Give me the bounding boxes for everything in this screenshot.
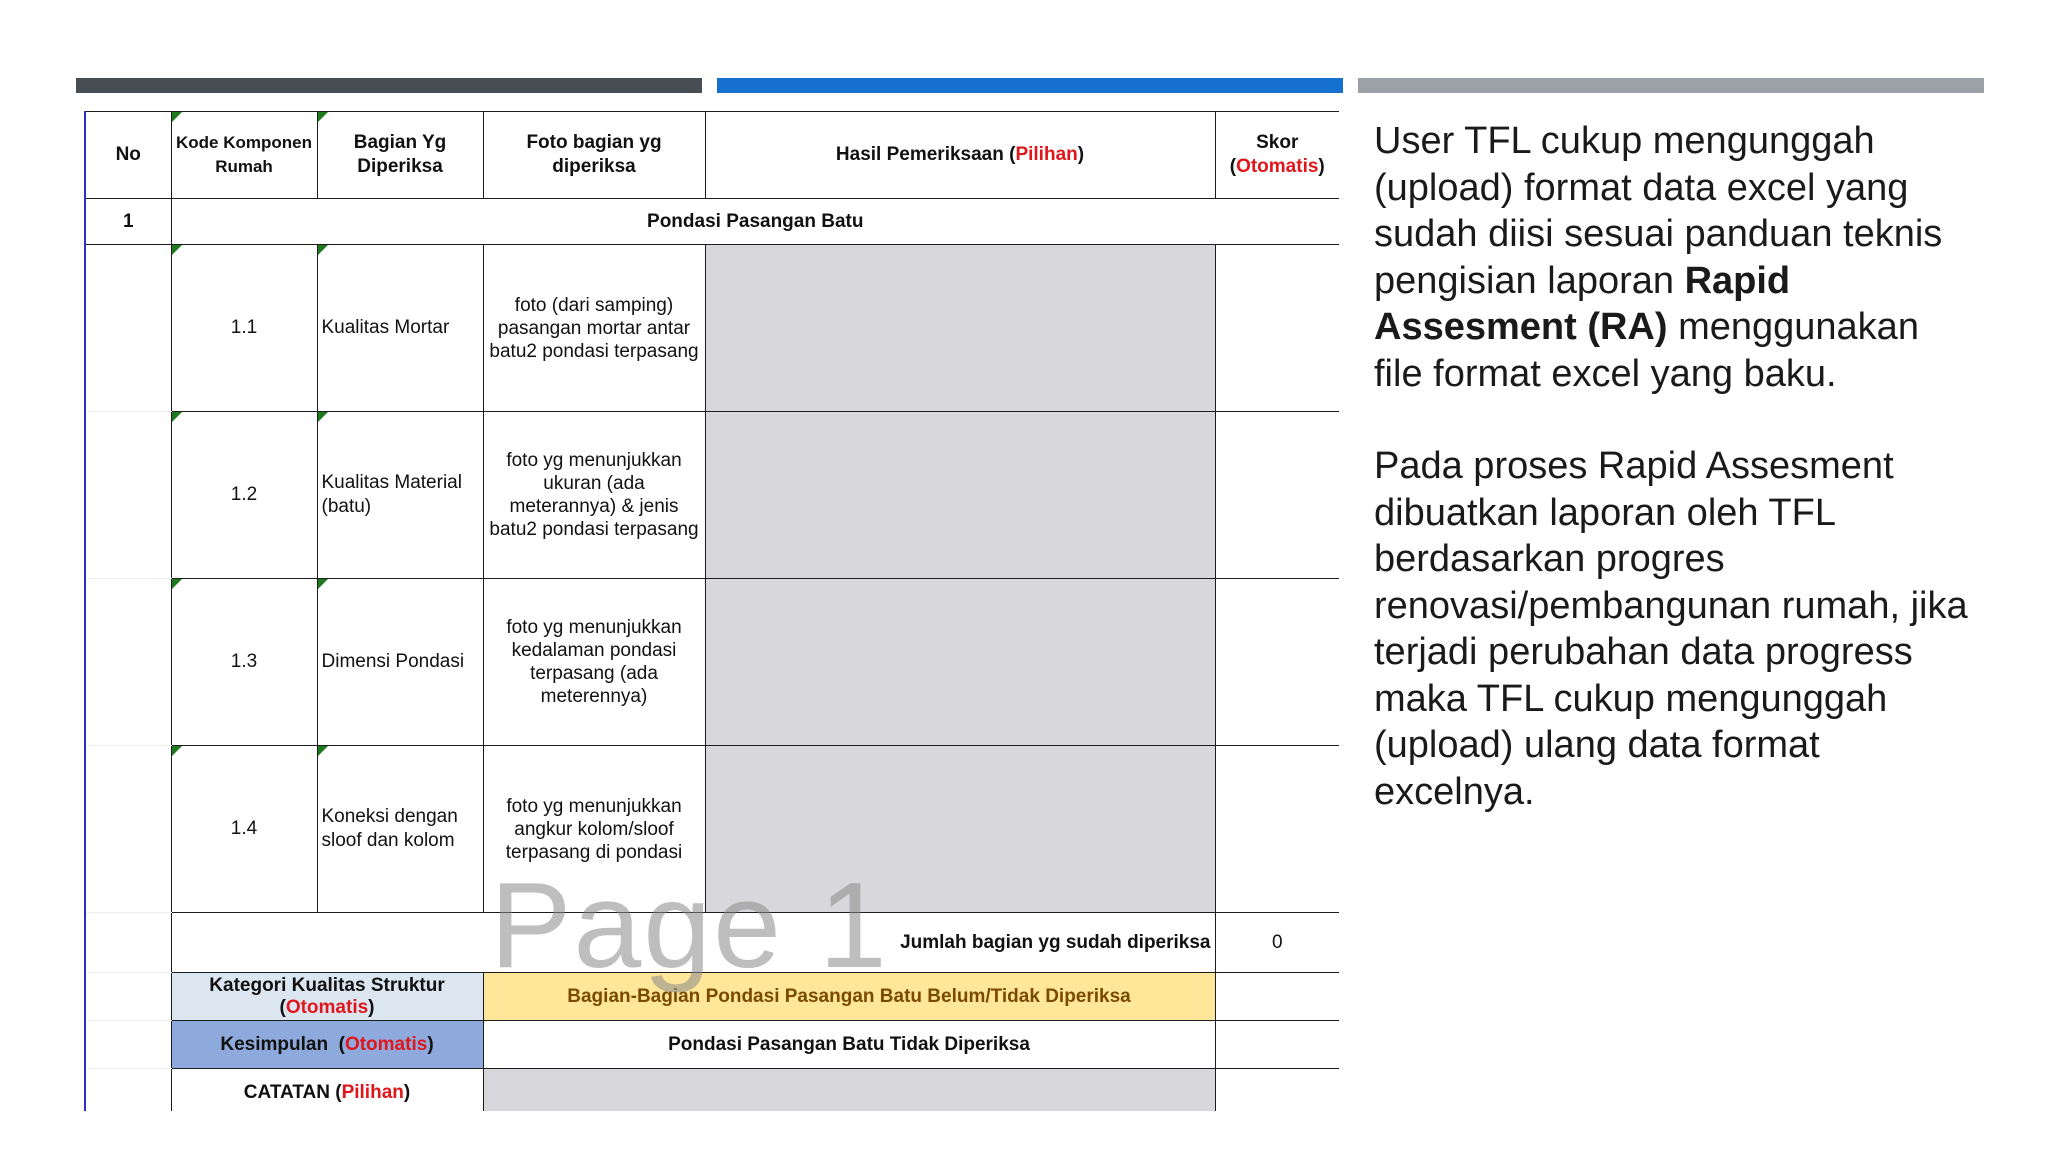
section-title: Pondasi Pasangan Batu — [171, 199, 1339, 245]
description-text — [1374, 118, 1974, 815]
catatan-score — [1215, 1069, 1339, 1112]
item-code — [171, 746, 317, 913]
item-part — [317, 245, 483, 412]
header-skor-open: ( — [1229, 156, 1237, 177]
item-part-text: Kualitas Mortar — [321, 317, 450, 338]
header-hasil-label: Hasil Pemeriksaan ( — [835, 144, 1016, 165]
kesimpulan-row — [85, 1021, 1339, 1069]
header-row — [85, 112, 1339, 199]
header-skor-label: Skor — [1256, 132, 1299, 153]
item-result-select[interactable] — [705, 245, 1215, 412]
header-no: No — [85, 112, 171, 199]
decor-bar-grey — [1358, 78, 1984, 93]
item-code — [171, 245, 317, 412]
item-part-text: Dimensi Pondasi — [321, 651, 465, 672]
summary-value: 0 — [1215, 913, 1339, 973]
header-hasil — [705, 112, 1215, 199]
catatan-label — [171, 1069, 483, 1112]
kesimpulan-blank — [85, 1021, 171, 1069]
catatan-label-text: CATATAN — [243, 1081, 330, 1103]
description-paragraph-2: Pada proses Rapid Assesment dibuatkan laporan oleh TFL berdasarkan progres renovasi/pembangunan rumah, jika terjadi perubahan data progress maka TFL cukup mengunggah (upload) ulang data format excelnya. — [1374, 445, 1968, 813]
item-no-cell — [85, 245, 171, 412]
rapid-assesment-table — [84, 111, 1339, 1111]
item-code — [171, 412, 317, 579]
item-no-cell — [85, 746, 171, 913]
item-photo-upload[interactable]: foto yg menunjukkan kedalaman pondasi terpasang (ada meterennya) — [483, 579, 705, 746]
item-photo-upload[interactable]: foto yg menunjukkan angkur kolom/sloof terpasang di pondasi — [483, 746, 705, 913]
section-no: 1 — [85, 199, 171, 245]
item-code — [171, 579, 317, 746]
page-watermark: Page 1 — [490, 857, 889, 993]
header-kode-text: Kode Komponen Rumah — [176, 133, 312, 176]
item-score — [1215, 746, 1339, 913]
catatan-open: ( — [335, 1081, 342, 1103]
item-row — [85, 245, 1339, 412]
p1-bold: Rapid Assesment (RA) — [1374, 259, 1791, 348]
kategori-close: ) — [368, 996, 375, 1018]
catatan-row — [85, 1069, 1339, 1112]
header-hasil-tag: Pilihan — [1015, 144, 1078, 165]
kesimpulan-open: ( — [338, 1033, 345, 1055]
header-skor-close: ) — [1318, 156, 1325, 177]
header-skor — [1215, 112, 1339, 199]
item-result-select[interactable] — [705, 746, 1215, 913]
item-code-text: 1.1 — [230, 317, 258, 338]
header-foto: Foto bagian yg diperiksa — [483, 112, 705, 199]
item-part — [317, 412, 483, 579]
catatan-tag: Pilihan — [341, 1081, 404, 1103]
item-score — [1215, 579, 1339, 746]
kesimpulan-close: ) — [427, 1033, 434, 1055]
catatan-close: ) — [403, 1081, 411, 1103]
decor-bar-blue — [717, 78, 1343, 93]
kategori-blank — [85, 973, 171, 1021]
item-code-text: 1.2 — [230, 484, 258, 505]
description-paragraph-1 — [1374, 118, 1974, 397]
kategori-label-text: Kategori Kualitas Struktur — [209, 974, 445, 996]
kategori-value: Bagian-Bagian Pondasi Pasangan Batu Belum/Tidak Diperiksa — [483, 973, 1215, 1021]
kesimpulan-score — [1215, 1021, 1339, 1069]
section-row — [85, 199, 1339, 245]
kategori-open: ( — [279, 996, 286, 1018]
item-code-text: 1.4 — [230, 818, 258, 839]
item-result-select[interactable] — [705, 579, 1215, 746]
item-score — [1215, 245, 1339, 412]
item-part — [317, 579, 483, 746]
kategori-row — [85, 973, 1339, 1021]
p1-part-a: User TFL cukup mengunggah (upload) format data excel yang sudah diisi sesuai panduan teknis pengisian laporan — [1374, 120, 1943, 302]
item-row — [85, 579, 1339, 746]
item-score — [1215, 412, 1339, 579]
header-bagian-text: Bagian Yg Diperiksa — [353, 132, 447, 177]
item-part-text: Kualitas Material (batu) — [321, 472, 462, 517]
item-row — [85, 412, 1339, 579]
kategori-label — [171, 973, 483, 1021]
item-photo-upload[interactable]: foto (dari samping) pasangan mortar antar batu2 pondasi terpasang — [483, 245, 705, 412]
kesimpulan-tag: Otomatis — [344, 1033, 428, 1055]
header-kode — [171, 112, 317, 199]
kategori-score — [1215, 973, 1339, 1021]
item-no-cell — [85, 412, 171, 579]
header-hasil-close: ) — [1077, 144, 1085, 165]
summary-row — [85, 913, 1339, 973]
kesimpulan-label-text: Kesimpulan — [220, 1033, 329, 1055]
catatan-blank — [85, 1069, 171, 1112]
header-bagian — [317, 112, 483, 199]
item-result-select[interactable] — [705, 412, 1215, 579]
kategori-tag: Otomatis — [285, 996, 369, 1018]
summary-blank — [85, 913, 171, 973]
catatan-input[interactable] — [483, 1069, 1215, 1112]
item-part-text: Koneksi dengan sloof dan kolom — [321, 806, 458, 851]
item-no-cell — [85, 579, 171, 746]
summary-label: Jumlah bagian yg sudah diperiksa — [171, 913, 1215, 973]
kesimpulan-value: Pondasi Pasangan Batu Tidak Diperiksa — [483, 1021, 1215, 1069]
item-row — [85, 746, 1339, 913]
p1-part-b: menggunakan file format excel yang baku. — [1374, 306, 1919, 395]
kesimpulan-label — [171, 1021, 483, 1069]
spreadsheet-screenshot — [84, 111, 1339, 1111]
header-skor-tag: Otomatis — [1236, 156, 1319, 177]
item-code-text: 1.3 — [230, 651, 258, 672]
decor-bar-dark — [76, 78, 702, 93]
item-part — [317, 746, 483, 913]
item-photo-upload[interactable]: foto yg menunjukkan ukuran (ada meterannya) & jenis batu2 pondasi terpasang — [483, 412, 705, 579]
